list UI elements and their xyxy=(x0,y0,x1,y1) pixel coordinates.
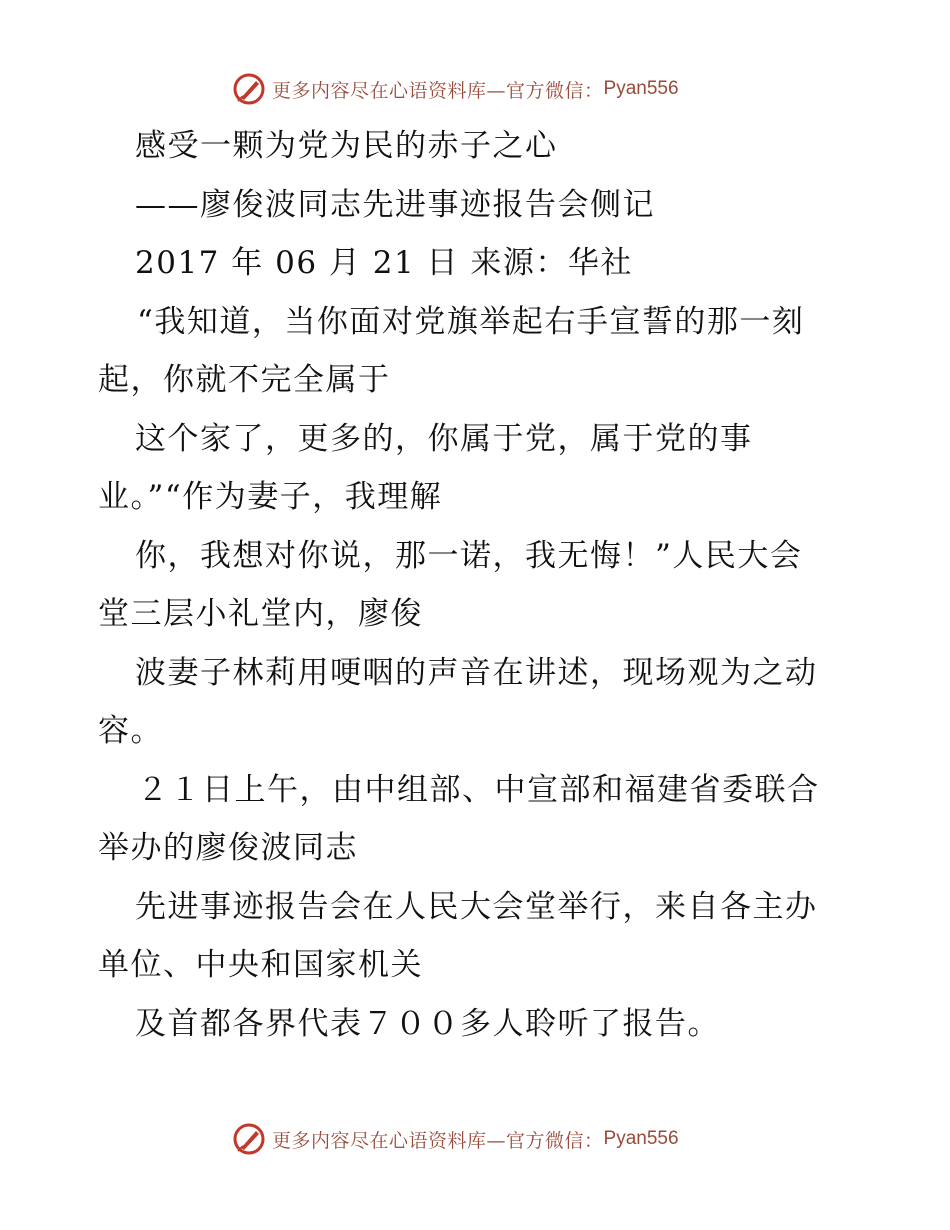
article-title: 感受一颗为党为民的赤子之心 xyxy=(135,128,558,164)
article-dateline: 2017 年 06 月 21 日 来源：华社 xyxy=(135,245,633,281)
quill-logo-icon xyxy=(232,1122,266,1156)
text-line: 举办的廖俊波同志 xyxy=(98,830,358,866)
text-line: 这个家了，更多的，你属于党，属于党的事 xyxy=(135,420,753,457)
article-subtitle: ——廖俊波同志先进事迹报告会侧记 xyxy=(135,186,655,223)
header-watermark xyxy=(232,71,679,107)
quill-logo-icon xyxy=(232,72,266,106)
text-line: “我知道，当你面对党旗举起右手宣誓的那一刻 xyxy=(137,303,805,340)
watermark-wechat-id: Pyan556 xyxy=(603,1128,679,1149)
watermark-text: 更多内容尽在心语资料库—官方微信： xyxy=(272,79,604,102)
footer-watermark xyxy=(232,1121,679,1157)
text-line: 你，我想对你说，那一诺，我无悔！”人民大会 xyxy=(135,537,803,574)
text-line: 堂三层小礼堂内，廖俊 xyxy=(98,596,423,632)
article-body xyxy=(98,117,858,1053)
text-line: 容。 xyxy=(98,713,163,749)
text-line: 单位、中央和国家机关 xyxy=(98,947,423,983)
watermark-text: 更多内容尽在心语资料库—官方微信： xyxy=(272,1129,604,1152)
text-line: 先进事迹报告会在人民大会堂举行，来自各主办 xyxy=(135,888,818,925)
text-line: ２１日上午，由中组部、中宣部和福建省委联合 xyxy=(137,771,820,808)
text-line: 波妻子林莉用哽咽的声音在讲述，现场观为之动 xyxy=(135,654,818,691)
text-line: 起，你就不完全属于 xyxy=(98,362,391,398)
text-line: 及首都各界代表７００多人聆听了报告。 xyxy=(135,1005,720,1042)
watermark-wechat-id: Pyan556 xyxy=(603,78,679,99)
text-line: 业。”“作为妻子，我理解 xyxy=(98,479,443,515)
